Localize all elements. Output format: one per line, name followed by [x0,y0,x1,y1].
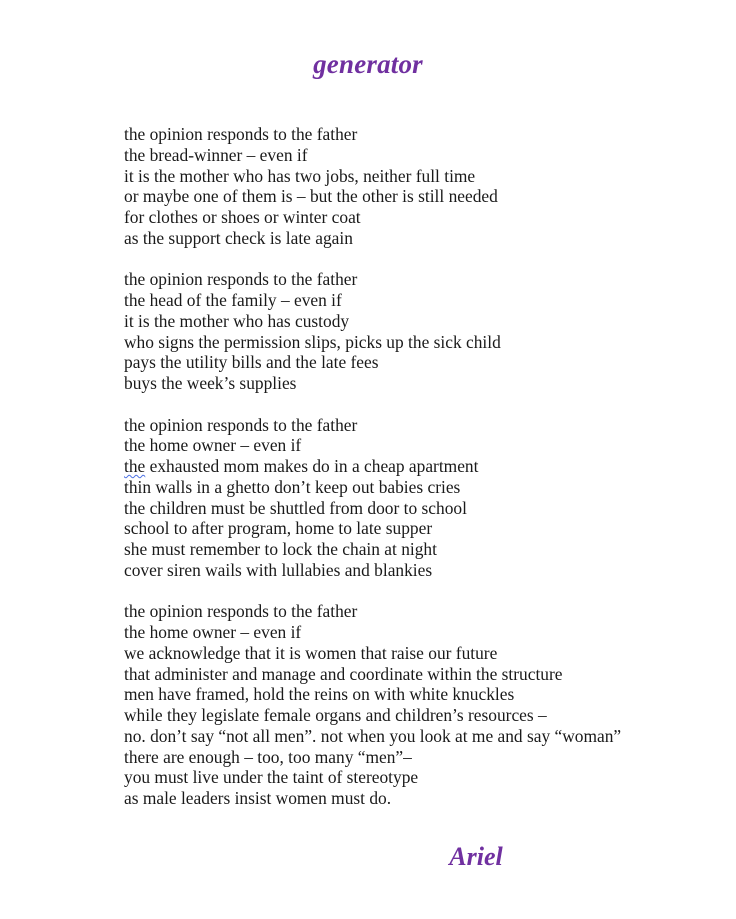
stanza-4 [124,601,684,809]
poem-line: thin walls in a ghetto don’t keep out babies cries [124,476,461,497]
poem-line: the children must be shuttled from door to school [124,497,467,518]
poem-line: as male leaders insist women must do. [124,788,392,808]
poem-line: or maybe one of them is – but the other is still needed [124,186,498,207]
poem-line: there are enough – too, too many “men”– [124,746,412,767]
poem-line: the head of the family – even if [124,290,342,310]
poem-body [124,124,684,809]
poem-line: while they legislate female organs and children’s resources – [124,705,547,725]
poem-line: as the support check is late again [124,227,353,248]
stanza-3 [124,415,684,581]
poem-line: she must remember to lock the chain at night [124,539,437,559]
stanza-1 [124,124,684,249]
poem-line: the opinion responds to the father [124,124,358,144]
poem-line: we acknowledge that it is women that raise our future [124,642,498,663]
poem-line: you must live under the taint of stereotype [124,767,419,788]
author-signature: Ariel [449,842,503,871]
poem-line: that administer and manage and coordinate within the structure [124,663,563,684]
poem-line: cover siren wails with lullabies and blankies [124,559,433,580]
poem-line: the opinion responds to the father [124,601,358,622]
poem-line: the opinion responds to the father [124,414,358,435]
poem-line: it is the mother who has custody [124,310,350,331]
poem-line: the home owner – even if [124,435,302,456]
poem-line: men have framed, hold the reins on with white knuckles [124,684,515,705]
poem-line-remainder: exhausted mom makes do in a cheap apartment [145,456,479,476]
poem-line: for clothes or shoes or winter coat [124,207,361,227]
poem-line: who signs the permission slips, picks up the sick child [124,331,501,352]
poem-line: the home owner – even if [124,622,302,642]
poem-line: the opinion responds to the father [124,269,358,290]
poem-line-flagged [124,456,684,477]
stanza-2 [124,269,684,394]
poem-line: the bread-winner – even if [124,144,308,165]
grammar-error-word[interactable]: the [124,456,146,476]
poem-line: no. don’t say “not all men”. not when you look at me and say “woman” [124,725,622,746]
poem-line: school to after program, home to late supper [124,518,433,539]
poem-line: pays the utility bills and the late fees [124,352,379,373]
poem-line: it is the mother who has two jobs, neither full time [124,165,476,186]
page-title: generator [313,49,423,79]
poem-line: buys the week’s supplies [124,373,297,393]
